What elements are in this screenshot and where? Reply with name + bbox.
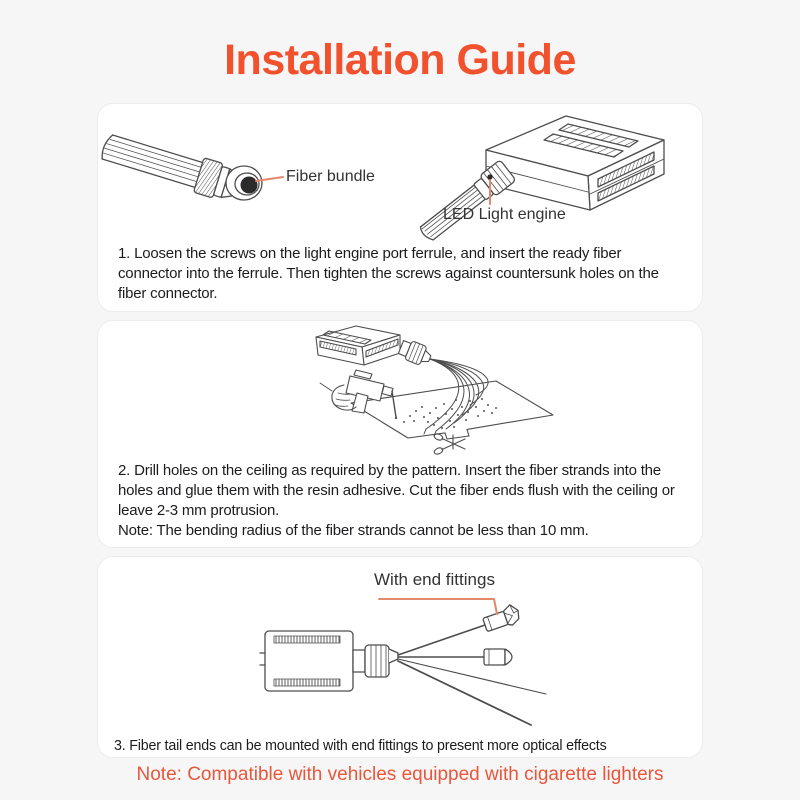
step3-text-block [114, 736, 698, 756]
fiber-bundle-label: Fiber bundle [286, 168, 375, 185]
step1-illustration [98, 104, 704, 244]
crystal-end-fitting [481, 603, 522, 634]
step2-illustration [98, 321, 704, 457]
ceiling-engine-drawing [316, 326, 433, 368]
step1-text-block [118, 244, 688, 304]
step3-text: 3. Fiber tail ends can be mounted with end fittings to present more optical effects [114, 737, 607, 754]
led-light-engine-label: LED Light engine [443, 206, 566, 223]
end-fittings-leader-line [379, 599, 497, 614]
footer-note: Note: Compatible with vehicles equipped with cigarette lighters [136, 764, 664, 785]
fiber-tails-drawing [398, 625, 546, 725]
fiber-bundle-drawing [99, 129, 245, 205]
step-card-2 [97, 320, 703, 548]
step2-text: 2. Drill holes on the ceiling as required by the pattern. Insert the fiber strands into the holes and glue them with the resin adhesive. Cut the fiber ends flush with the ceiling or leave 2-3 mm protrusion. [118, 462, 675, 519]
step1-text: 1. Loosen the screws on the light engine port ferrule, and insert the ready fiber connector into the ferrule. Then tighten the screws against countersunk holes on the fiber connector. [118, 245, 659, 302]
light-engine-side-drawing [260, 631, 398, 691]
page-title: Installation Guide [224, 36, 576, 84]
step2-note: Note: The bending radius of the fiber strands cannot be less than 10 mm. [118, 522, 589, 539]
step-card-3 [97, 556, 703, 758]
step-card-1 [97, 103, 703, 312]
with-end-fittings-label: With end fittings [374, 570, 495, 589]
step2-text-block [118, 461, 688, 541]
led-light-engine-drawing [416, 116, 664, 244]
bullet-end-fitting [484, 649, 512, 665]
